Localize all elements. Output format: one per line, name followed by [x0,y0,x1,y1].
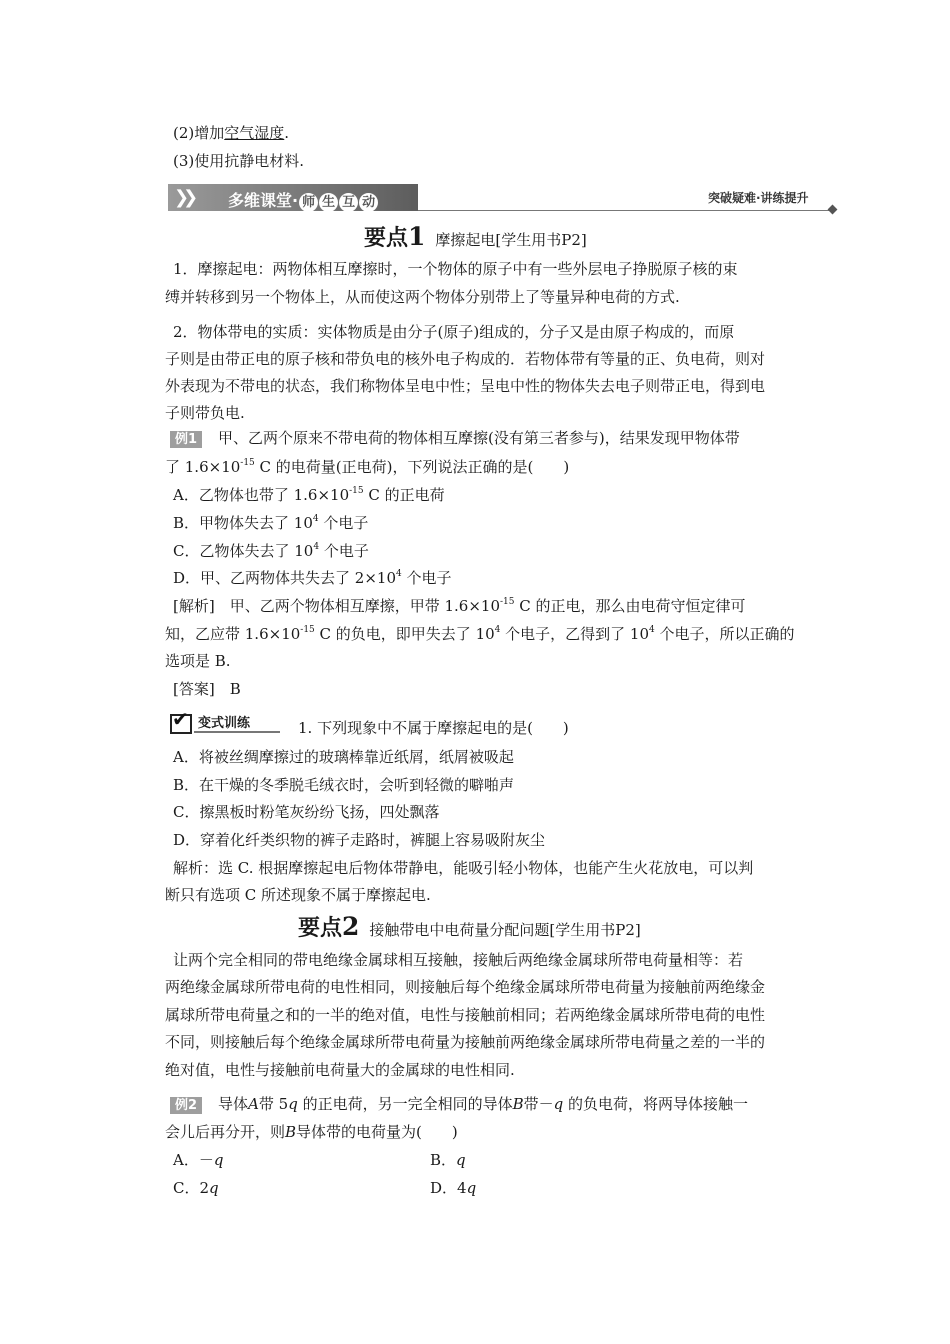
section-banner [168,184,418,211]
banner-char: 互 [339,193,358,212]
example-tag: 例2 [170,1097,202,1114]
point1-para1-line2: 缚并转移到另一个物体上，从而使这两个物体分别带上了等量异种电荷的方式. [165,288,680,306]
example2-question-line2: 会儿后再分开，则B导体带的电荷量为( ) [165,1123,458,1141]
point2-line3: 属球所带电荷量之和的一半的绝对值，电性与接触前相同；若两绝缘金属球所带电荷的电性 [165,1006,766,1024]
point2-heading: 要点2 接触带电中电荷量分配问题[学生用书P2] [298,912,641,941]
example2-option-a: A．－q [173,1151,224,1169]
example-tag: 例1 [170,431,202,448]
point2-line5: 绝对值，电性与接触前电荷量大的金属球的电性相同. [165,1061,515,1079]
variant-option-c: C．擦黑板时粉笔灰纷纷飞扬，四处飘落 [173,803,440,821]
example1-question-line1: 例1 甲、乙两个原来不带电荷的物体相互摩擦(没有第三者参与)，结果发现甲物体带 [170,428,740,448]
point1-para2-line3: 外表现为不带电的状态，我们称物体呈电中性；呈电中性的物体失去电子则带正电，得到电 [165,377,766,395]
example1-solution-line2: 知，乙应带 $1.6\times 10^{-15}$ C 的负电，即甲失去了 $10^4$ 个电子，乙得到了 $10^4$ 个电子，所以正确的 [165,625,795,643]
point1-para1-line1: 1．摩擦起电：两物体相互摩擦时，一个物体的原子中有一些外层电子挣脱原子核的束 [173,260,738,278]
example1-solution-line3: 选项是 B. [165,652,231,670]
example2-option-b: B．q [430,1151,466,1169]
diamond-icon [828,205,838,215]
example1-answer: [答案] B [173,680,241,698]
banner-rule [418,210,832,211]
banner-title: 多维课堂· 师 生 互 动 [228,188,378,212]
variant-training-label: ✔ 变式训练 [170,711,282,733]
banner-char: 生 [319,193,338,212]
variant-question: 1. 下列现象中不属于摩擦起电的是( ) [298,719,569,737]
intro-item-2: (2)增加空气湿度. [173,124,290,142]
variant-option-b: B．在干燥的冬季脱毛绒衣时，会听到轻微的噼啪声 [173,776,515,794]
example1-option-b: B．甲物体失去了 $10^4$ 个电子 [173,514,369,532]
variant-solution-line2: 断只有选项 C 所述现象不属于摩擦起电. [165,886,431,904]
banner-char: 师 [299,193,318,212]
point1-para2-line1: 2．物体带电的实质：实体物质是由分子(原子)组成的，分子又是由原子构成的，而原 [173,323,735,341]
air-humidity-text: 空气湿度 [224,124,285,142]
point2-line4: 不同，则接触后每个绝缘金属球所带电荷量为接触前两绝缘金属球所带电荷量之差的一半的 [165,1033,766,1051]
example1-option-d: D．甲、乙两物体共失去了 $2\times 10^4$ 个电子 [173,569,452,587]
variant-option-d: D．穿着化纤类织物的裤子走路时，裤腿上容易吸附灰尘 [173,831,546,849]
example2-option-d: D．4q [430,1179,477,1197]
intro-item-3: (3)使用抗静电材料. [173,152,305,170]
variant-option-a: A．将被丝绸摩擦过的玻璃棒靠近纸屑，纸屑被吸起 [173,748,514,766]
banner-subtitle: 突破疑难·讲练提升 [708,191,809,205]
point1-para2-line2: 子则是由带正电的原子核和带负电的核外电子构成的．若物体带有等量的正、负电荷，则对 [165,350,766,368]
checkmark-icon: ✔ [172,707,189,731]
point1-heading: 要点1 摩擦起电[学生用书P2] [364,222,587,251]
banner-char: 动 [359,193,378,212]
example1-option-c: C．乙物体失去了 $10^4$ 个电子 [173,542,369,560]
example2-question-line1: 例2 导体A带 5q 的正电荷，另一完全相同的导体B带－q 的负电荷，将两导体接触一 [170,1094,748,1114]
example1-question-line2: 了 $1.6\times 10^{-15}$ C 的电荷量(正电荷)，下列说法正确的是( ) [165,458,570,476]
point2-line2: 两绝缘金属球所带电荷的电性相同，则接触后每个绝缘金属球所带电荷量为接触前两绝缘金 [165,978,766,996]
example1-solution-line1: [解析] 甲、乙两个物体相互摩擦，甲带 $1.6\times 10^{-15}$ C 的正电，那么由电荷守恒定律可 [173,597,746,615]
point2-line1: 让两个完全相同的带电绝缘金属球相互接触，接触后两绝缘金属球所带电荷量相等：若 [173,951,744,969]
variant-solution-line1: 解析：选 C. 根据摩擦起电后物体带静电，能吸引轻小物体，也能产生火花放电，可以判 [173,859,754,877]
point1-para2-line4: 子则带负电. [165,404,245,422]
example1-option-a: A．乙物体也带了 $1.6\times 10^{-15}$ C 的正电荷 [173,486,445,504]
chevron-right-icon: ❯❯ [174,187,193,208]
example2-option-c: C．2q [173,1179,219,1197]
